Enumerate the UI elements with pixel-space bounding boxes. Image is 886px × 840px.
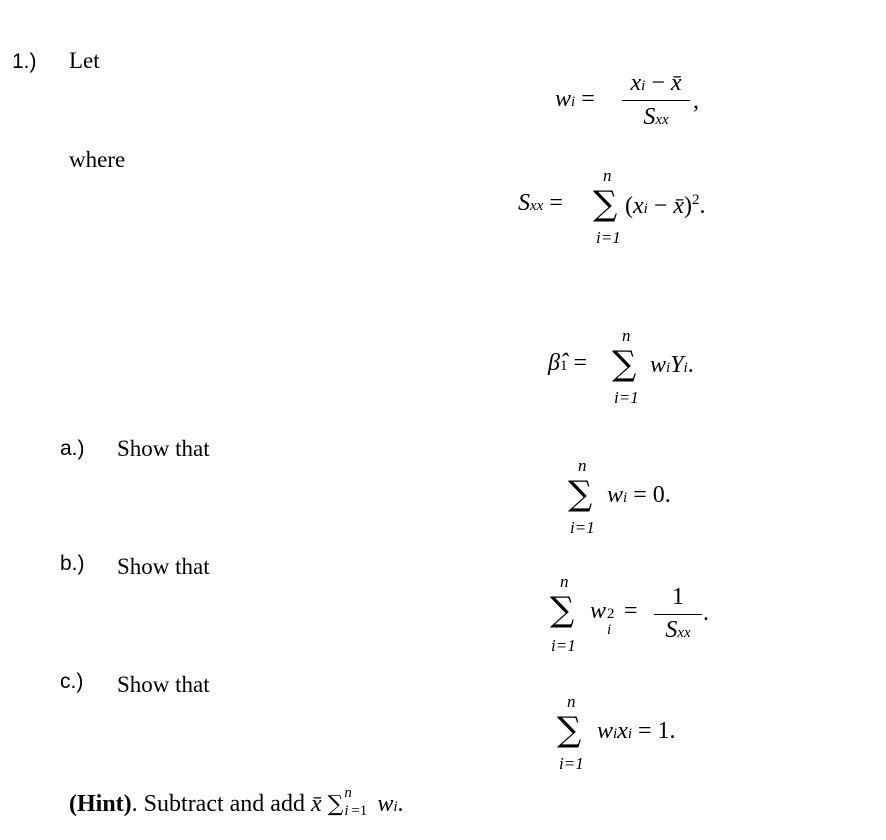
- hint-line: [69, 785, 404, 819]
- beta-equation-lhs: β̂1 =: [548, 350, 587, 376]
- hint-math: x̄ ∑ n i =1 wi.: [310, 785, 404, 819]
- weight-fraction-bar: [622, 100, 690, 101]
- weight-end-comma: ,: [693, 88, 699, 114]
- part-a-equation-body: wi = 0.: [607, 482, 671, 508]
- weight-fraction-numerator: xi − x̄: [630, 70, 682, 96]
- weight-equation-lhs: wi =: [555, 86, 595, 112]
- where-text: where: [69, 147, 126, 172]
- part-b-label: b.): [60, 552, 85, 575]
- part-b-fraction-numerator: 1: [672, 584, 684, 610]
- part-b-equation-body: w 2 i =: [590, 598, 638, 638]
- sxx-equation-lhs: Sxx =: [518, 190, 563, 216]
- part-b-sum-upper: n: [560, 572, 569, 591]
- part-c-prompt: Show that: [117, 672, 210, 697]
- part-a-summation-icon: ∑: [568, 474, 593, 514]
- hint-label: (Hint): [69, 791, 132, 817]
- sxx-summation-icon: ∑: [593, 184, 618, 224]
- problem-number: 1.): [12, 50, 37, 73]
- part-c-sum-upper: n: [567, 692, 576, 711]
- part-b-fraction-denominator: Sxx: [665, 617, 691, 643]
- part-c-equation-body: wixi = 1.: [597, 718, 676, 744]
- part-b-end-period: .: [703, 600, 709, 626]
- part-c-label: c.): [60, 670, 84, 693]
- part-c-sum-lower: i=1: [559, 754, 584, 773]
- weight-fraction-denominator: Sxx: [643, 104, 669, 130]
- part-a-label: a.): [60, 437, 85, 460]
- let-text: Let: [69, 48, 100, 73]
- part-b-summation-icon: ∑: [550, 590, 575, 630]
- part-a-sum-lower: i=1: [570, 518, 595, 537]
- hint-text: . Subtract and add: [131, 791, 305, 817]
- beta-summation-icon: ∑: [612, 344, 637, 384]
- part-a-sum-upper: n: [578, 456, 587, 475]
- part-c-summation-icon: ∑: [557, 710, 582, 750]
- sxx-sum-lower: i=1: [596, 228, 621, 247]
- part-b-prompt: Show that: [117, 554, 210, 579]
- part-b-fraction-bar: [654, 614, 702, 615]
- part-a-prompt: Show that: [117, 436, 210, 461]
- sxx-equation-body: (xi − x̄)$^2$.: [625, 192, 706, 219]
- beta-sum-lower: i=1: [614, 388, 639, 407]
- beta-sum-upper: n: [622, 326, 631, 345]
- sxx-sum-upper: n: [603, 166, 612, 185]
- beta-equation-body: wiYi.: [650, 352, 694, 378]
- part-b-sum-lower: i=1: [551, 636, 576, 655]
